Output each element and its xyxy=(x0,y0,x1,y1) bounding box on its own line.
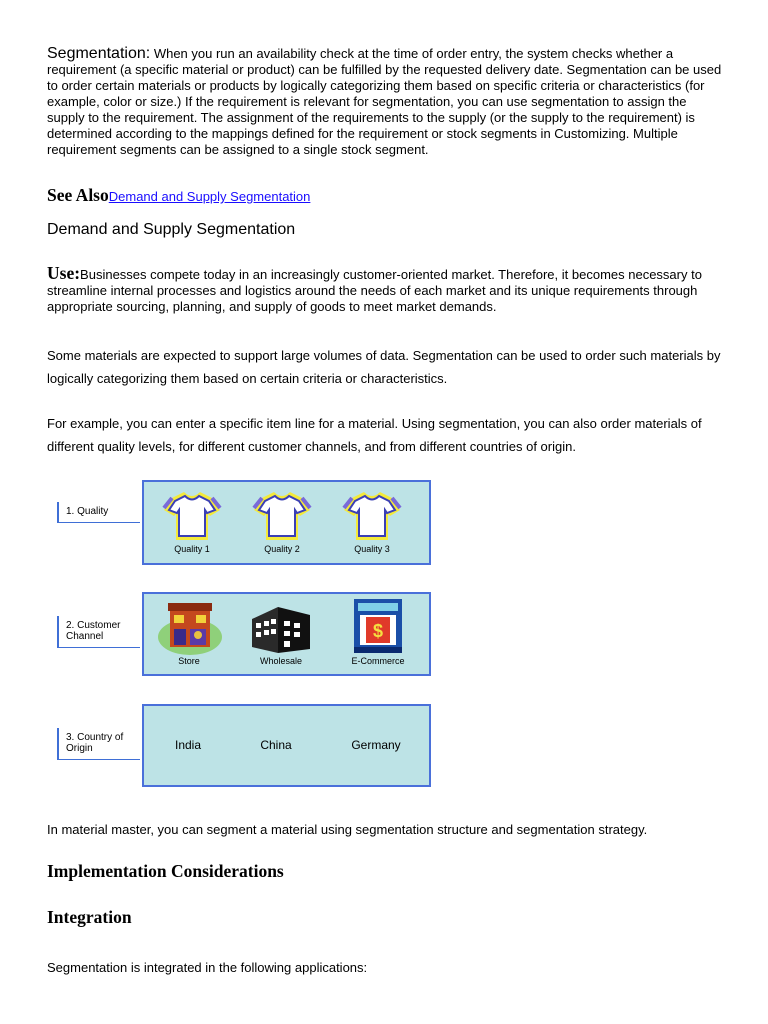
see-also-row xyxy=(47,185,310,206)
material-master-paragraph: In material master, you can segment a material using segmentation structure and segmentation strategy. xyxy=(47,822,648,837)
country-tag: 3. Country of Origin xyxy=(57,728,140,760)
store-label: Store xyxy=(178,656,200,666)
country-box xyxy=(142,704,431,787)
store-icon xyxy=(156,599,226,657)
channel-box xyxy=(142,592,431,676)
ecommerce-label: E-Commerce xyxy=(351,656,405,666)
see-also-label: See Also xyxy=(47,185,109,205)
channel-tag: 2. Customer Channel xyxy=(57,616,140,648)
quality-1-label: Quality 1 xyxy=(174,544,210,554)
quality-box xyxy=(142,480,431,565)
wholesale-label: Wholesale xyxy=(259,656,303,666)
implementation-heading: Implementation Considerations xyxy=(47,861,284,881)
segmentation-term: Segmentation: xyxy=(47,45,151,62)
integration-text: Segmentation is integrated in the following applications: xyxy=(47,960,368,975)
shirt-icon xyxy=(254,492,310,540)
shirt-icons xyxy=(158,490,418,542)
quality-3-label: Quality 3 xyxy=(354,544,390,554)
shirt-icon xyxy=(164,492,220,540)
ecommerce-icon xyxy=(352,597,404,655)
segmentation-paragraph xyxy=(47,46,727,158)
example-paragraph: For example, you can enter a specific item line for a material. Using segmentation, you can also order materials of different quality levels, for different customer channels, and from different countries of origin. xyxy=(47,416,702,454)
segmentation-text: requirement (a specific material or product) can be fulfilled by the requested delivery date. Segmentation can be used to order certain materials or products by logically categorizing them based on specific criteria or characteristics (for example, color or size.) If the requirement is relevant for segmentation, you can use segmentation to assign the supply to the requirement. The assignment of the requirements to the supply (or the supply to the requirement) is determined according to the mappings defined for the requirement or stock segments in Customizing. Multiple requirement segments can be assigned to a single stock segment. xyxy=(47,62,722,157)
quality-tag: 1. Quality xyxy=(57,502,140,523)
use-label: Use: xyxy=(47,263,81,283)
page-heading: Demand and Supply Segmentation xyxy=(47,221,296,238)
use-paragraph xyxy=(47,265,727,315)
svg-text:$: $ xyxy=(372,621,384,641)
use-text: Businesses compete today in an increasingly customer-oriented market. Therefore, it becomes necessary to streamline internal processes and logistics around the needs of each market and its unique requirements through appropriate sourcing, planning, and supply of goods to meet market demands. xyxy=(47,267,702,314)
shirt-icon xyxy=(344,492,400,540)
quality-2-label: Quality 2 xyxy=(264,544,300,554)
country-china: China xyxy=(260,738,292,752)
country-germany: Germany xyxy=(351,738,401,752)
materials-paragraph: Some materials are expected to support large volumes of data. Segmentation can be used to order such materials by logically categorizing them based on certain criteria or characteristics. xyxy=(47,348,721,386)
see-also-link[interactable]: Demand and Supply Segmentation xyxy=(108,189,311,204)
segmentation-line1: When you run an availability check at the time of order entry, the system checks whether a xyxy=(153,46,674,61)
integration-heading: Integration xyxy=(47,907,132,927)
wholesale-icon xyxy=(248,599,314,655)
country-india: India xyxy=(174,738,202,752)
